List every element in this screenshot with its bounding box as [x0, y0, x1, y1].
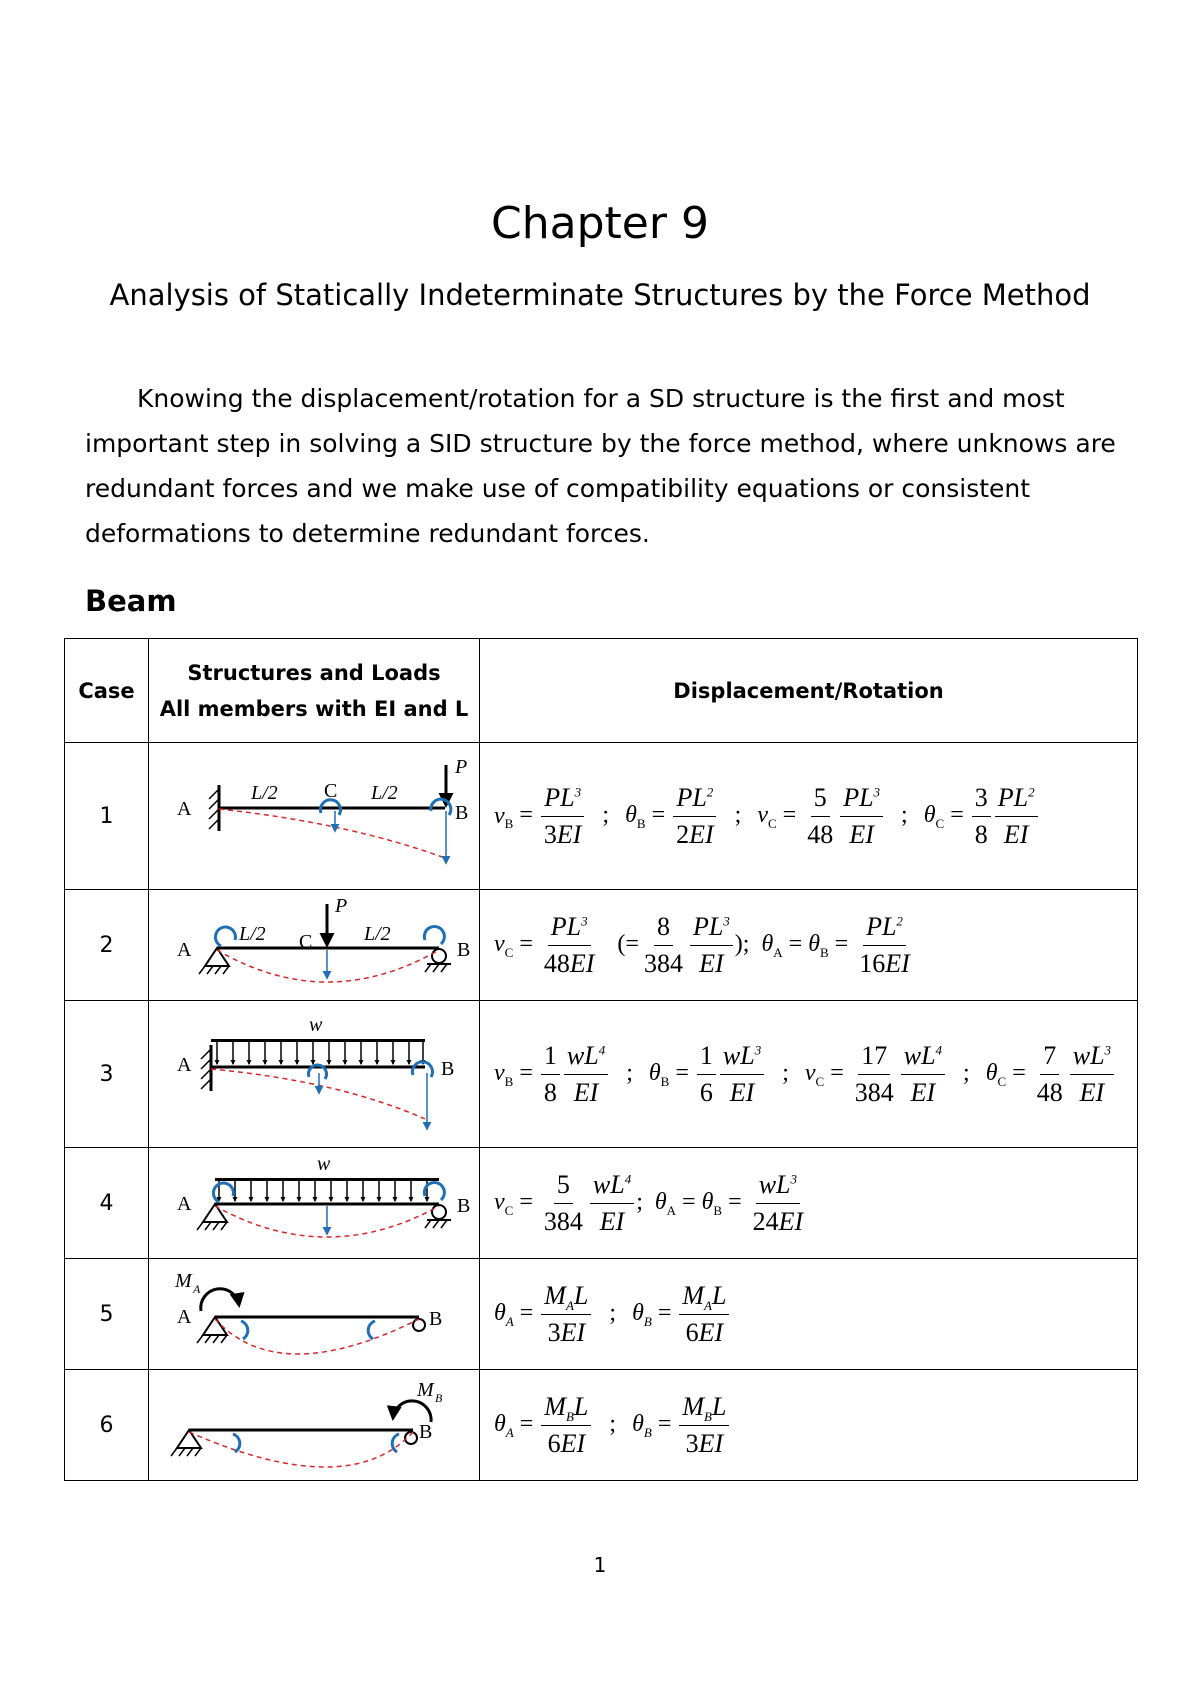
case-number: 1	[65, 743, 149, 890]
case-number: 2	[65, 890, 149, 1001]
case-number: 3	[65, 1001, 149, 1148]
label-p: P	[455, 756, 468, 778]
pin-support	[197, 1317, 227, 1343]
applied-moment-arrow	[393, 1401, 431, 1422]
label-b: B	[441, 1058, 455, 1080]
beam-diagram-case-6	[149, 1370, 480, 1481]
table-row	[65, 743, 1138, 890]
rotation-b-icon	[368, 1321, 375, 1339]
table-row	[65, 890, 1138, 1001]
rotation-a-icon	[241, 1321, 248, 1339]
formula-case-6: $\theta_A$ = $\frac{M_BL}{6EI}$ ; $\theta_B$ = $\frac{M_BL}{3EI}$	[480, 1370, 1138, 1481]
roller-support	[425, 949, 451, 972]
simply-supported-point-load-diagram	[149, 890, 479, 1000]
rotation-b-icon	[412, 1062, 432, 1077]
beam-diagram-case-5	[149, 1259, 480, 1370]
distributed-load-arrows	[219, 1180, 427, 1201]
label-b: B	[457, 939, 471, 961]
formula-case-1: $v_B$ = $\frac{PL^3}{3EI}$ ; $\theta_B$ = $\frac{PL^2}{2EI}$ ; $v_C$ = $\frac{5}{48}$ $\frac{PL^3}{EI}$ ; $\theta_C$ = $\frac{3}{8}$ $\frac{PL^2}{EI}$	[480, 743, 1138, 890]
formula-case-2: $v_C$ = $\frac{PL^3}{48EI}$ (= $\frac{8}{384}$ $\frac{PL^3}{EI}$ ); $\theta_A = \theta_B$ = $\frac{PL^2}{16EI}$	[480, 890, 1138, 1001]
label-a: A	[177, 1306, 192, 1328]
table-row	[65, 1148, 1138, 1259]
label-a: A	[177, 1193, 192, 1215]
chapter-subtitle: Analysis of Statically Indeterminate Structures by the Force Method	[109, 278, 1091, 312]
table-header-row	[65, 639, 1138, 743]
label-m: M	[175, 1270, 192, 1292]
distributed-load-top	[215, 1178, 439, 1181]
roller-support	[413, 1319, 425, 1331]
rotation-a-icon	[215, 927, 235, 946]
label-w: w	[317, 1153, 331, 1175]
label-c: C	[299, 931, 313, 953]
beam-diagram-case-1	[149, 743, 480, 890]
beam-table	[64, 638, 1138, 1481]
label-b: B	[457, 1195, 471, 1217]
label-half-length-2: L/2	[371, 782, 398, 804]
label-p: P	[335, 895, 348, 917]
label-a: A	[177, 1054, 192, 1076]
header-structures-line1: Structures and Loads	[187, 660, 441, 685]
section-title: Beam	[85, 584, 177, 618]
rotation-b-icon	[392, 1434, 399, 1452]
header-structures-line2: All members with EI and L	[159, 696, 469, 721]
pin-support	[197, 1204, 227, 1230]
label-a: A	[177, 798, 192, 820]
label-m: M	[417, 1379, 434, 1401]
label-w: w	[309, 1014, 323, 1036]
label-m-subscript: A	[193, 1282, 201, 1296]
pin-support	[199, 948, 229, 974]
label-half-length-2: L/2	[364, 923, 391, 945]
deflected-shape	[211, 1069, 425, 1119]
cantilever-distributed-load-diagram	[149, 1001, 479, 1147]
deflected-shape	[217, 950, 439, 982]
label-a: A	[177, 939, 192, 961]
formula-case-3: $v_B$ = $\frac{1}{8}$ $\frac{wL^4}{EI}$ ; $\theta_B$ = $\frac{1}{6}$ $\frac{wL^3}{EI}$ ; $v_C$ = $\frac{17}{384}$ $\frac{wL^4}{EI}$ ; $\theta_C$ = $\frac{7}{48}$ $\frac{wL^3}{EI}$	[480, 1001, 1138, 1148]
intro-text: Knowing the displacement/rotation for a SD structure is the first and most important step in solving a SID structure by the force method, where unknows are redundant forces and we make use of compatibility equations or consistent deformations to determine redundant forces.	[85, 384, 1116, 548]
table-row	[65, 1370, 1138, 1481]
simply-supported-end-moment-a-diagram	[149, 1259, 479, 1369]
header-case: Case	[65, 639, 149, 743]
label-b: B	[429, 1308, 443, 1330]
label-m-subscript: B	[435, 1391, 443, 1405]
table-row	[65, 1259, 1138, 1370]
formula-case-4: $v_C$ = $\frac{5}{384}$ $\frac{wL^4}{EI}$ ; $\theta_A = \theta_B$ = $\frac{wL^3}{24EI}$	[480, 1148, 1138, 1259]
simply-supported-end-moment-b-diagram	[149, 1370, 479, 1480]
label-c: C	[324, 780, 338, 802]
header-structures	[149, 639, 480, 743]
pin-support	[171, 1430, 201, 1456]
distributed-load-arrows	[217, 1041, 423, 1064]
page-number: 1	[593, 1553, 607, 1577]
formula-case-5: $\theta_A$ = $\frac{M_AL}{3EI}$ ; $\theta_B$ = $\frac{M_AL}{6EI}$	[480, 1259, 1138, 1370]
chapter-title: Chapter 9	[491, 198, 709, 249]
rotation-a-icon	[213, 1183, 233, 1202]
label-b: B	[455, 802, 469, 824]
deflected-shape	[219, 809, 445, 858]
case-number: 6	[65, 1370, 149, 1481]
simply-supported-distributed-load-diagram	[149, 1148, 479, 1258]
deflected-shape	[189, 1432, 413, 1467]
label-half-length-1: L/2	[251, 782, 278, 804]
table-row	[65, 1001, 1138, 1148]
applied-moment-arrow	[201, 1289, 239, 1311]
beam-diagram-case-4	[149, 1148, 480, 1259]
rotation-b-icon	[424, 927, 444, 944]
case-number: 5	[65, 1259, 149, 1370]
case-number: 4	[65, 1148, 149, 1259]
header-displacement: Displacement/Rotation	[480, 639, 1138, 743]
label-b: B	[419, 1421, 433, 1443]
beam-diagram-case-2	[149, 890, 480, 1001]
beam-diagram-case-3	[149, 1001, 480, 1148]
cantilever-point-load-diagram	[149, 743, 479, 889]
intro-paragraph	[85, 376, 1125, 556]
roller-support	[425, 1205, 451, 1228]
label-half-length-1: L/2	[239, 923, 266, 945]
